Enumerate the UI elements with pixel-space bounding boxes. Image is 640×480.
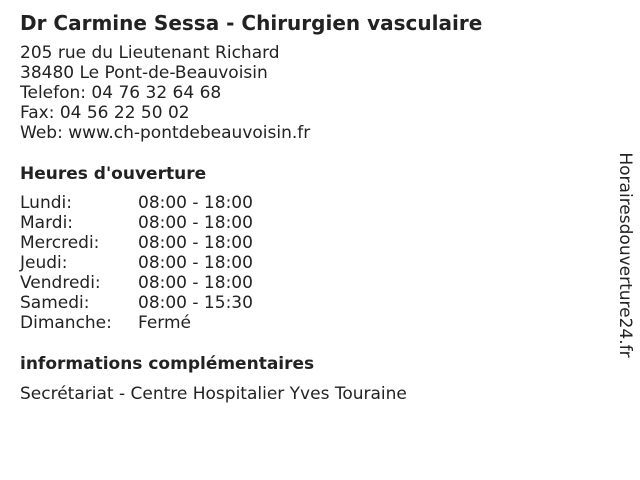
- hours-value: 08:00 - 15:30: [138, 293, 253, 313]
- hours-value: 08:00 - 18:00: [138, 273, 253, 293]
- day-label: Samedi:: [20, 293, 90, 313]
- day-label: Vendredi:: [20, 273, 101, 293]
- day-label: Mercredi:: [20, 233, 100, 253]
- city-address: 38480 Le Pont-de-Beauvoisin: [20, 63, 268, 83]
- hours-value: 08:00 - 18:00: [138, 233, 253, 253]
- hours-value: Fermé: [138, 313, 192, 333]
- day-label: Mardi:: [20, 213, 74, 233]
- fax-number: Fax: 04 56 22 50 02: [20, 103, 190, 123]
- address-block: [20, 43, 310, 143]
- website-link[interactable]: Web: www.ch-pontdebeauvoisin.fr: [20, 123, 311, 143]
- info-text: Secrétariat - Centre Hospitalier Yves Touraine: [20, 384, 407, 404]
- watermark-text: Horairesdouverture24.fr: [615, 152, 635, 358]
- day-label: Lundi:: [20, 193, 72, 213]
- hours-value: 08:00 - 18:00: [138, 193, 253, 213]
- day-label: Dimanche:: [20, 313, 112, 333]
- info-heading: informations complémentaires: [20, 354, 315, 374]
- hours-value: 08:00 - 18:00: [138, 213, 253, 233]
- street-address: 205 rue du Lieutenant Richard: [20, 43, 280, 63]
- hours-value: 08:00 - 18:00: [138, 253, 253, 273]
- hours-heading: Heures d'ouverture: [20, 164, 207, 184]
- page-title: Dr Carmine Sessa - Chirurgien vasculaire: [20, 11, 483, 35]
- day-label: Jeudi:: [20, 253, 68, 273]
- phone-number: Telefon: 04 76 32 64 68: [20, 83, 222, 103]
